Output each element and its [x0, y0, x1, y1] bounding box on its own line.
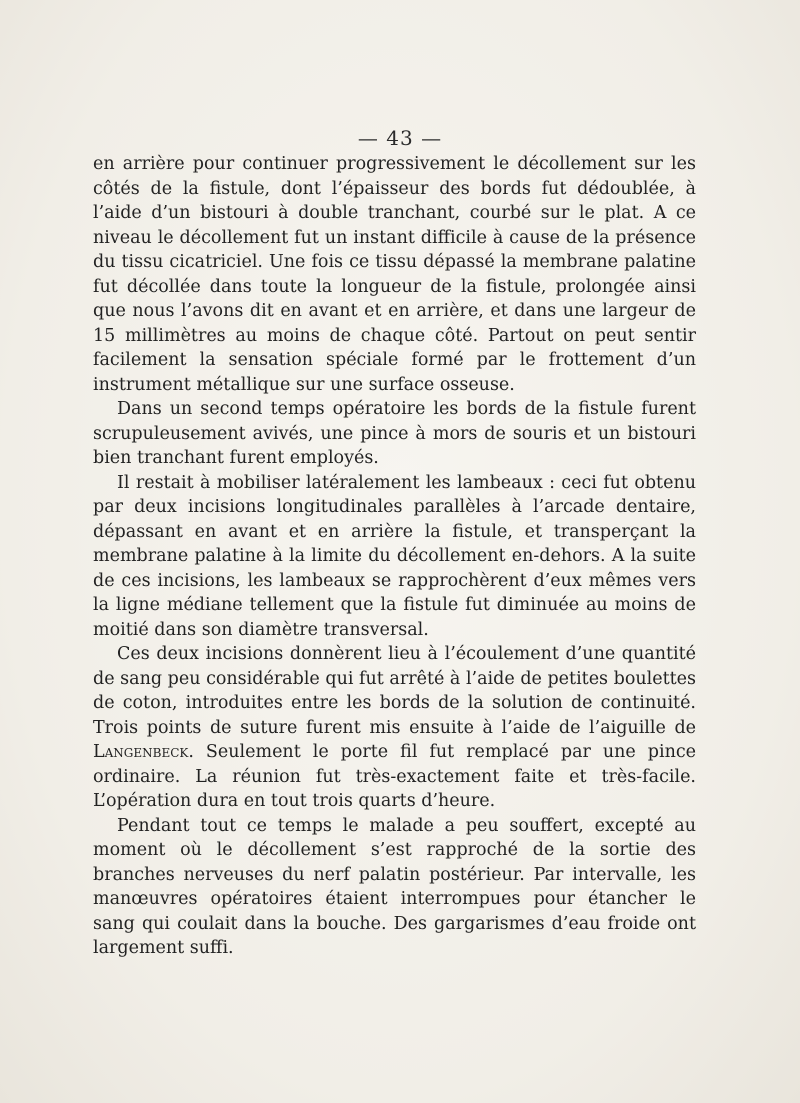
paragraph: [93, 642, 696, 814]
paragraph: Pendant tout ce temps le malade a peu souffert, excepté au moment où le décollement s’est rapproché de la sortie des branches nerveuses du nerf palatin postérieur. Par intervalle, les manœuvres opératoires étaient interrompues pour étancher le sang qui coulait dans la bouche. Des gargarismes d’eau froide ont largement suffi.: [93, 815, 696, 958]
paragraph: Dans un second temps opératoire les bords de la fistule furent scrupuleusement avivés, une pince à mors de souris et un bistouri bien tranchant furent employés.: [93, 399, 696, 468]
author-name: Langenbeck: [93, 742, 189, 762]
paragraph: en arrière pour continuer progressivement le décollement sur les côtés de la fistule, dont l’épaisseur des bords fut dédoublée, à l’aide d’un bistouri à double tranchant, courbé sur le plat. A ce niveau le décollement fut un instant difficile à cause de la présence du tissu cicatriciel. Une fois ce tissu dépassé la membrane palatine fut décollée dans toute la longueur de la fistule, prolongée ainsi que nous l’avons dit en avant et en arrière, et dans une largeur de 15 millimètres au moins de chaque côté. Partout on peut sentir facilement la sensation spéciale formé par le frottement d’un instrument métallique sur une surface osseuse.: [93, 154, 696, 395]
paragraph-text: . Seulement le porte fil fut remplacé par une pince ordinaire. La réunion fut très-exactement faite et très-facile. L’opération dura en tout trois quarts d’heure.: [93, 742, 696, 811]
body-text: [93, 152, 696, 961]
page-number: — 43 —: [357, 126, 443, 150]
paragraph-text: Ces deux incisions donnèrent lieu à l’écoulement d’une quantité de sang peu considérable qui fut arrêté à l’aide de petites boulettes de coton, introduites entre les bords de la solution de continuité. Trois points de suture furent mis ensuite à l’aide de l’aiguille de: [93, 644, 696, 738]
paragraph: Il restait à mobiliser latéralement les lambeaux : ceci fut obtenu par deux incisions longitudinales parallèles à l’arcade dentaire, dépassant en avant et en arrière la fistule, et transperçant la membrane palatine à la limite du décollement en-dehors. A la suite de ces incisions, les lambeaux se rapprochèrent d’eux mêmes vers la ligne médiane tellement que la fistule fut diminuée au moins de moitié dans son diamètre transversal.: [93, 472, 696, 640]
